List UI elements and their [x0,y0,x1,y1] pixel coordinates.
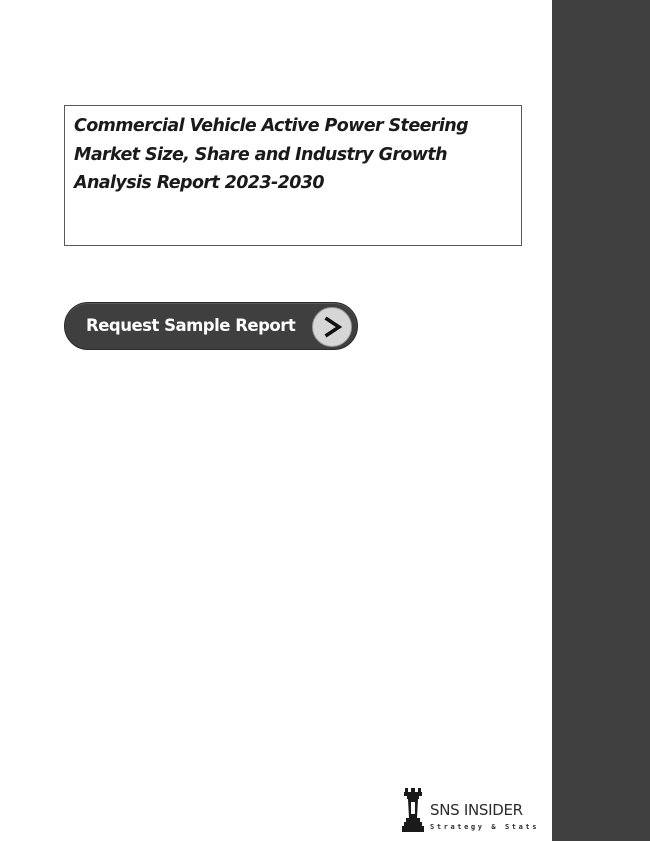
sidebar-panel [552,0,650,841]
chevron-right-icon [322,316,344,338]
brand-logo [400,786,550,836]
title-box [64,105,522,246]
brand-tagline: Strategy & Stats [430,823,540,831]
arrow-circle[interactable] [312,307,352,347]
report-title: Commercial Vehicle Active Power Steering Market Size, Share and Industry Growth Analysis Report 2023-2030 [74,116,469,193]
request-sample-button[interactable] [64,302,358,350]
request-sample-label: Request Sample Report [86,316,296,335]
chess-rook-icon [400,786,426,836]
brand-name: SNS INSIDER [430,801,523,819]
